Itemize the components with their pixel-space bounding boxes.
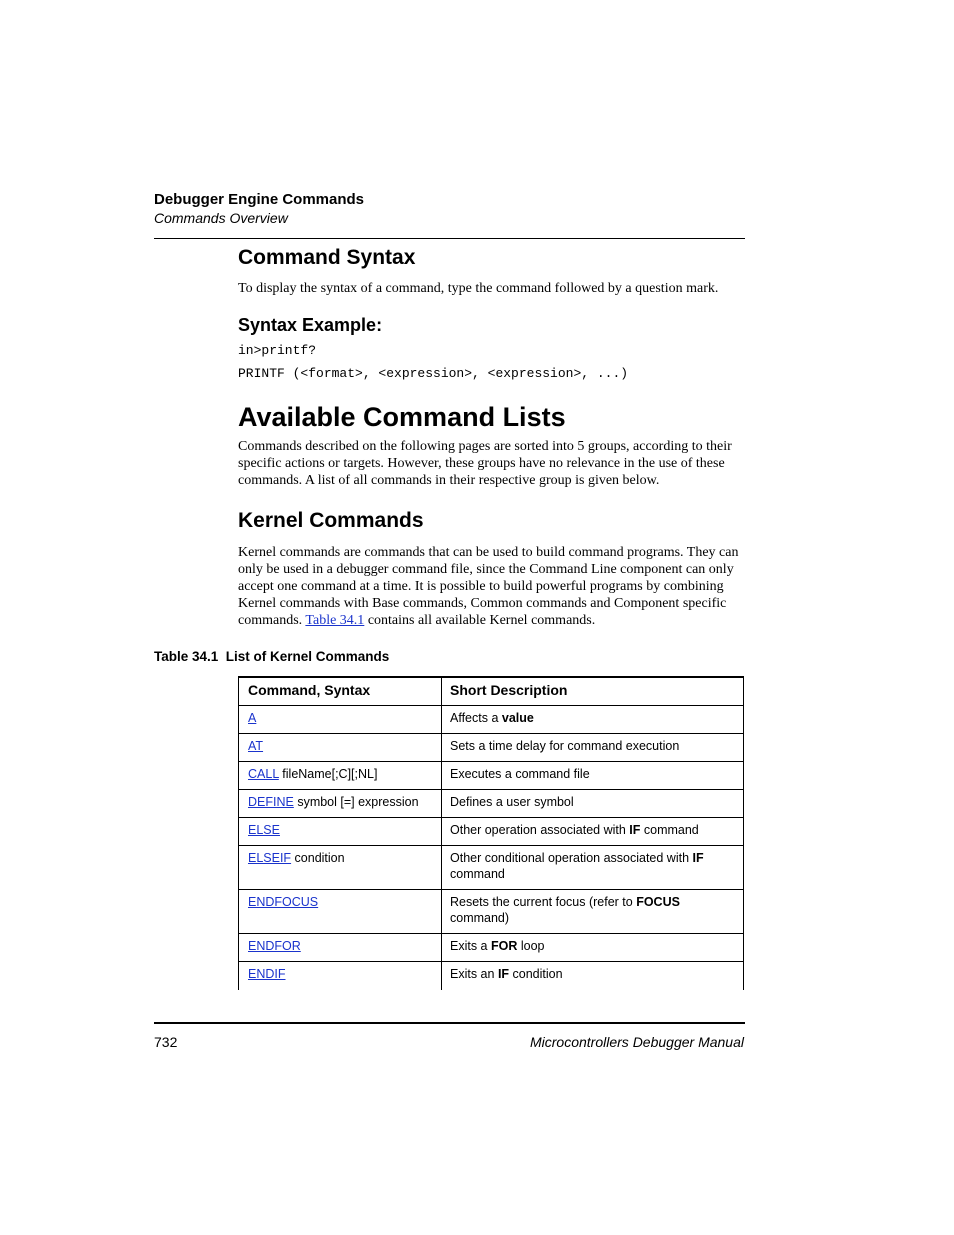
table-left-border xyxy=(238,676,239,990)
table-row xyxy=(238,705,744,733)
table-header-row xyxy=(238,676,744,706)
description-text: Defines a user symbol xyxy=(450,795,574,809)
command-arguments: fileName[;C][;NL] xyxy=(278,767,378,781)
description-cell xyxy=(450,767,735,783)
running-header-chapter: Debugger Engine Commands xyxy=(154,191,365,208)
command-syntax-cell xyxy=(248,895,438,911)
command-syntax-cell xyxy=(248,739,438,755)
command-syntax-heading: Command Syntax xyxy=(238,246,416,269)
command-link[interactable]: AT xyxy=(248,739,264,753)
description-text: Sets a time delay for command execution xyxy=(450,739,680,753)
description-keyword: FOR xyxy=(491,939,518,953)
table-reference-link[interactable]: Table 34.1 xyxy=(305,613,365,628)
table-row xyxy=(238,789,744,817)
kernel-commands-paragraph xyxy=(238,544,746,629)
header-rule xyxy=(154,238,745,239)
kernel-commands-heading: Kernel Commands xyxy=(238,509,424,532)
description-text: Exits a xyxy=(450,939,491,953)
command-syntax-cell xyxy=(248,767,438,783)
command-arguments: symbol [=] expression xyxy=(293,795,419,809)
kernel-text-before: Kernel commands are commands that can be used to build command programs. They can only be used in a debugger command file, since the Command Line component can only accept one command at a time. It is possible to build powerful programs by combining Kernel commands with Base commands, Common commands and Component specific commands. xyxy=(238,545,739,628)
command-link[interactable]: CALL xyxy=(248,767,279,781)
command-link[interactable]: ENDFOCUS xyxy=(248,895,319,909)
command-link[interactable]: ENDIF xyxy=(248,967,286,981)
description-cell xyxy=(450,895,735,926)
syntax-example-output: PRINTF (<format>, <expression>, <expression>, ...) xyxy=(238,366,629,381)
table-row xyxy=(238,933,744,961)
table-column-divider xyxy=(441,676,442,990)
command-syntax-cell xyxy=(248,851,438,867)
running-header-section: Commands Overview xyxy=(154,210,288,226)
command-link[interactable]: A xyxy=(248,711,257,725)
description-text: command xyxy=(450,866,505,881)
table-row xyxy=(238,761,744,789)
description-cell xyxy=(450,967,735,983)
column-header-command: Command, Syntax xyxy=(248,682,371,698)
available-command-lists-paragraph: Commands described on the following pages are sorted into 5 groups, according to their specific actions or targets. However, these groups have no relevance in the use of these commands. A list of all commands in their respective group is given below. xyxy=(238,439,732,488)
command-link[interactable]: ELSEIF xyxy=(248,851,292,865)
table-row xyxy=(238,961,744,990)
command-link[interactable]: DEFINE xyxy=(248,795,294,809)
command-arguments: condition xyxy=(291,851,345,865)
syntax-example-input: in>printf? xyxy=(238,343,317,358)
footer-rule xyxy=(154,1022,745,1024)
manual-title: Microcontrollers Debugger Manual xyxy=(530,1034,744,1050)
description-text: Exits an xyxy=(450,967,498,981)
available-command-lists-heading: Available Command Lists xyxy=(238,402,566,432)
description-keyword: IF xyxy=(497,967,510,981)
page-number: 732 xyxy=(154,1034,178,1050)
description-cell xyxy=(450,711,735,727)
description-keyword: IF xyxy=(692,851,704,865)
table-row xyxy=(238,733,744,761)
command-syntax-paragraph: To display the syntax of a command, type the command followed by a question mark. xyxy=(238,281,719,296)
kernel-text-after: contains all available Kernel commands. xyxy=(364,613,596,628)
kernel-commands-table xyxy=(238,676,744,990)
table-row xyxy=(238,817,744,845)
column-header-description: Short Description xyxy=(450,682,568,698)
command-syntax-cell xyxy=(248,823,438,839)
description-text: command xyxy=(640,823,699,837)
description-keyword: value xyxy=(501,711,534,725)
description-text: loop xyxy=(517,939,545,953)
description-text: Other operation associated with xyxy=(450,823,630,837)
table-row xyxy=(238,889,744,933)
description-text: Other conditional operation associated with xyxy=(450,851,693,865)
table-right-border xyxy=(743,676,744,990)
syntax-example-heading: Syntax Example: xyxy=(238,315,383,335)
description-text: condition xyxy=(509,967,563,981)
description-cell xyxy=(450,795,735,811)
description-cell xyxy=(450,851,735,882)
command-syntax-cell xyxy=(248,939,438,955)
description-text: command) xyxy=(450,910,510,925)
description-keyword: IF xyxy=(629,823,641,837)
description-text: Executes a command file xyxy=(450,767,590,781)
description-keyword: FOCUS xyxy=(636,895,680,909)
description-cell xyxy=(450,739,735,755)
command-link[interactable]: ENDFOR xyxy=(248,939,301,953)
command-syntax-cell xyxy=(248,711,438,727)
command-link[interactable]: ELSE xyxy=(248,823,280,837)
description-text: Resets the current focus (refer to xyxy=(450,895,637,909)
description-cell xyxy=(450,823,735,839)
description-cell xyxy=(450,939,735,955)
table-caption: Table 34.1 List of Kernel Commands xyxy=(154,649,390,664)
table-row xyxy=(238,845,744,889)
command-syntax-cell xyxy=(248,967,438,983)
command-syntax-cell xyxy=(248,795,438,811)
description-text: Affects a xyxy=(450,711,502,725)
